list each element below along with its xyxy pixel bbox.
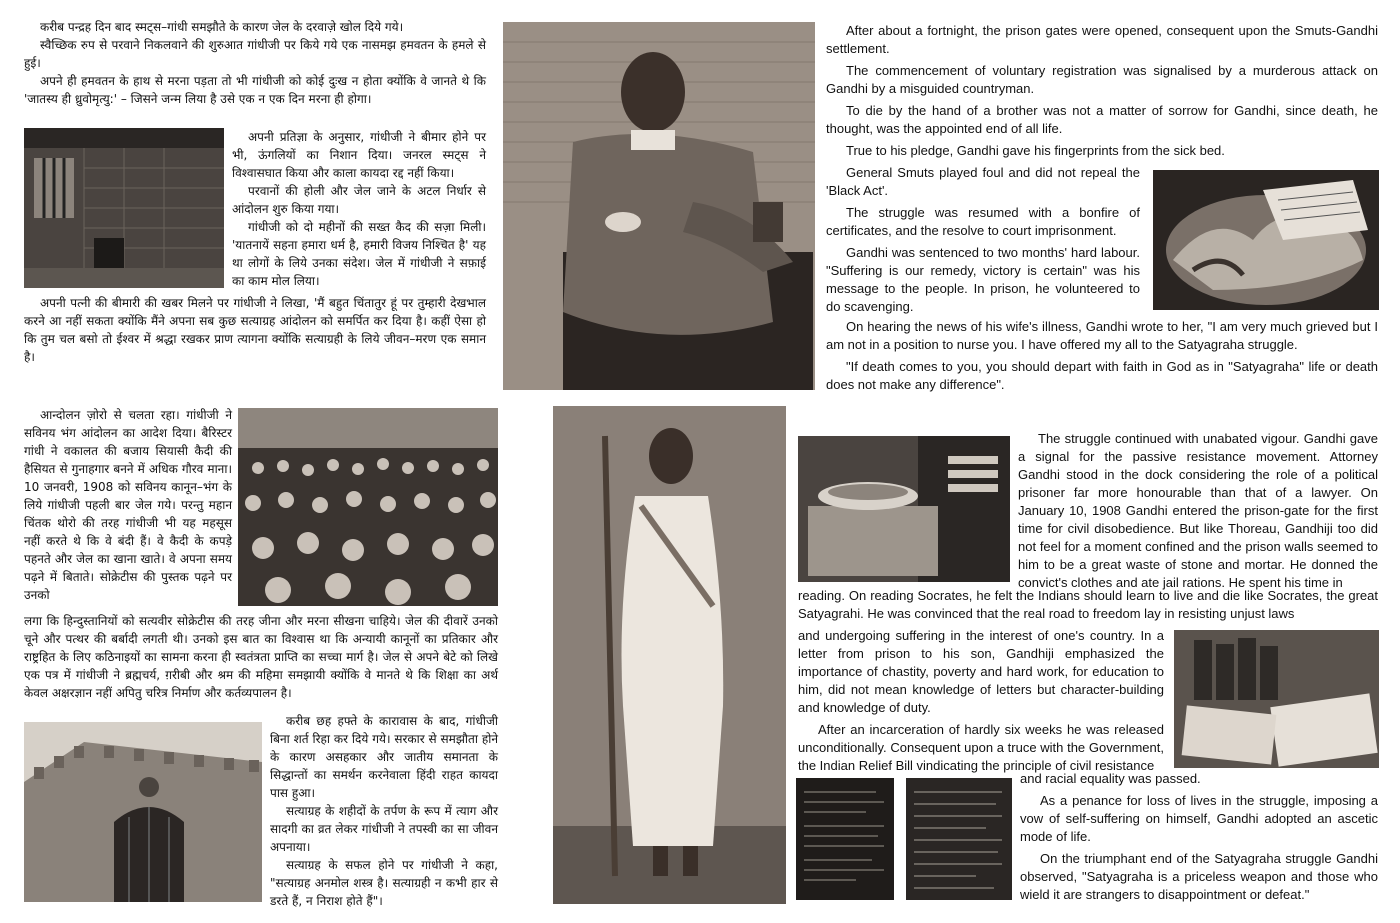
hindi-paragraph: लगा कि हिन्दुस्तानियों को सत्यवीर सोक्रेटीस की तरह जीना और मरना सीखना चाहिये। जेल की दीवारें उनको चूने और पत्थर की बर्बादी लगती थी। उनको इस बात का विश्वास था कि अन्यायी कानूनों का प्रतिकार और राष्ट्रहित के लिए कठिनाइयों का सामना करना ही स्वतंत्रता प्राप्ति का सच्चा मार्ग है। जेल से अपने बेटे को लिखे एक पत्र में गांधीजी ने ब्रह्मचर्य, ग़रीबी और श्रम की महिमा समझायी क्योंकि वे मानते थे कि शिक्षा का अर्थ केवल अक्षरज्ञान नहीं अपितु चरित्र निर्माण और कर्तव्यपालन है।	[24, 614, 498, 700]
document-photo-2	[906, 778, 1012, 900]
hindi-top-text	[24, 18, 486, 108]
document-photo-1	[796, 778, 894, 900]
hindi-wife-text	[24, 294, 486, 366]
english-paragraph: and racial equality was passed.	[1020, 771, 1201, 786]
hindi-paragraph: सत्याग्रह के सफल होने पर गांधीजी ने कहा, "सत्याग्रह अनमोल शस्त्र है। सत्याग्रही न कभी हार से डरते हैं, न निराश होते हैं"।	[270, 858, 498, 908]
english-paragraph: The struggle continued with unabated vigour. Gandhi gave a signal for the passive resistance movement. Attorney Gandhi stood in the dock considering the role of a political prisoner far more honourable than that of a lawyer. On January 10, 1908 Gandhi entered the prison-gate for the first time for civil disobedience. But like Thoreau, Gandhiji too did not feel for a moment confined and the prison walls seemed to him to be a great waste of stone and mortar. He donned the convict's clothes and ate jail rations. He spent his time in	[1018, 431, 1378, 590]
prison-cell-photo	[24, 128, 224, 288]
hindi-paragraph: अपने ही हमवतन के हाथ से मरना पड़ता तो भी गांधीजी को कोई दुःख न होता क्योंकि वे जानते थे कि 'जातस्य ही ध्रुवोमृत्यु:' – जिसने जन्म लिया है उसे एक न एक दिन मरना ही होगा।	[24, 74, 486, 106]
english-wife-text	[826, 318, 1378, 398]
english-paragraph: The commencement of voluntary registration was signalised by a murderous attack on Gandhi by a misguided countryman.	[826, 63, 1378, 96]
books-photo	[1174, 630, 1379, 768]
hindi-paragraph: स्वैच्छिक रुप से परवाने निकलवाने की शुरुआत गांधीजी पर किये गये एक नासमझ हमवतन के हमले से हुई।	[24, 38, 486, 70]
hindi-movement-wide-text	[24, 612, 498, 702]
english-paragraph: On hearing the news of his wife's illness, Gandhi wrote to her, "I am very much grieved but I am not in a position to nurse you. I have offered my all to the Satyagraha struggle.	[826, 319, 1378, 352]
english-paragraph: As a penance for loss of lives in the struggle, imposing a vow of self-suffering on himself, Gandhi adopted an ascetic mode of life.	[1020, 793, 1378, 844]
english-paragraph: After an incarceration of hardly six weeks he was released unconditionally. Consequent upon a truce with the Government, the Indian Relief Bill vindicating the principle of civil resistance	[798, 722, 1164, 773]
english-struggle-tail-text	[798, 627, 1164, 779]
standing-gandhi-photo	[553, 406, 786, 904]
crowd-meeting-photo	[238, 408, 498, 606]
hindi-movement-text	[24, 406, 232, 604]
hindi-beside-cell-text	[232, 128, 486, 290]
english-paragraph: True to his pledge, Gandhi gave his fingerprints from the sick bed.	[846, 143, 1225, 158]
english-paragraph: To die by the hand of a brother was not a matter of sorrow for Gandhi, since death, he thought, was the appointed end of all life.	[826, 103, 1378, 136]
english-paragraph: reading. On reading Socrates, he felt the Indians should learn to live and die like Socrates, the great Satyagrahi. He was convinced that the real road to freedom lay in resisting unjust laws	[798, 588, 1378, 621]
hindi-paragraph: अपनी पत्नी की बीमारी की खबर मिलने पर गांधीजी ने लिखा, 'मैं बहुत चिंतातुर हूं पर तुम्हारी देखभाल करने आ नहीं सकता क्योंकि मैंने अपना सब कुछ सत्याग्रह आंदोलन को समर्पित कर दिया है। कहीं ऐसा हो कि तुम चल बसो तो ईश्वर में श्रद्धा रखकर प्राण त्यागना क्योंकि सत्याग्रही के लिये जीवन–मरण एक समान है।	[24, 296, 486, 364]
hindi-paragraph: सत्याग्रह के शहीदों के तर्पण के रूप में त्याग और सादगी का व्रत लेकर गांधीजी ने तपस्वी का सा जीवन अपनाया।	[270, 804, 498, 854]
english-paragraph: and undergoing suffering in the interest of one's country. In a letter from prison to his son, Gandhiji emphasized the importance of chastity, poverty and hard work, for education to him, did not mean knowledge of letters but character-building and knowledge of duty.	[798, 628, 1164, 715]
english-release-tail-text	[1020, 770, 1378, 908]
hindi-release-text	[270, 712, 498, 910]
english-paragraph: On the triumphant end of the Satyagraha struggle Gandhi observed, "Satyagraha is a priceless weapon and those who wield it are strangers to disappointment or defeat."	[1020, 851, 1378, 902]
english-top-text	[826, 22, 1378, 164]
english-paragraph: General Smuts played foul and did not repeal the 'Black Act'.	[826, 165, 1140, 198]
english-paragraph: After about a fortnight, the prison gates were opened, consequent upon the Smuts-Gandhi settlement.	[826, 23, 1378, 56]
seated-gandhi-photo	[503, 22, 815, 390]
prison-bowl-photo	[798, 436, 1010, 582]
hindi-paragraph: आन्दोलन ज़ोरो से चलता रहा। गांधीजी ने सविनय भंग आंदोलन का आदेश दिया। बैरिस्टर गांधी ने वकालत की बजाय सियासी कैदी की हैसियत से गुनाहगार बनने में अधिक गौरव माना। 10 जनवरी, 1908 को सविनय कानून–भंग के लिये गांधीजी पहली बार जेल गये। परन्तु महान चिंतक थोरो की तरह गांधीजी भी यह महसूस नहीं करते थे कि वे बंदी हैं। वे कैदी के कपड़े पहनते और जेल का खाना खाते। वे अपना समय पढ़ने में बिताते। सोक्रेटीस की पुस्तक पढ़ने पर उनको	[24, 408, 232, 602]
hindi-paragraph: अपनी प्रतिज्ञा के अनुसार, गांधीजी ने बीमार होने पर भी, ऊंगलियों का निशान दिया। जनरल स्मट्स ने विश्वासघात किया और काला कायदा रद्द नहीं किया।	[232, 130, 486, 180]
certificate-bonfire-photo	[1153, 170, 1379, 310]
english-paragraph: Gandhi was sentenced to two months' hard labour. "Suffering is our remedy, victory is certain" was his message to the people. In prison, he volunteered to do scavenging.	[826, 245, 1140, 314]
english-beside-fire-text	[826, 164, 1140, 320]
english-paragraph: The struggle was resumed with a bonfire of certificates, and the resolve to court imprisonment.	[826, 205, 1140, 238]
english-paragraph: "If death comes to you, you should depart with faith in God as in "Satyagraha" life or death does not make any difference".	[826, 359, 1378, 392]
hindi-paragraph: गांधीजी को दो महीनों की सख्त कैद की सज़ा मिली। 'यातनायें सहना हमारा धर्म है, हमारी विजय निश्चित है' यह था लोगों के लिये उनका संदेश। जेल में गांधीजी ने सफ़ाई का काम मोल लिया।	[232, 220, 486, 288]
prison-gate-photo	[24, 722, 262, 902]
english-struggle-wide-text	[798, 587, 1378, 627]
hindi-paragraph: करीब छह हफ्ते के कारावास के बाद, गांधीजी बिना शर्त रिहा कर दिये गये। सरकार से समझौता होने के कारण असहकार और जातीय समानता के सिद्धान्तों का समर्थन करनेवाला हिंदी राहत कायदा पास हुआ।	[270, 714, 498, 800]
hindi-paragraph: परवानों की होली और जेल जाने के अटल निर्धार से आंदोलन शुरु किया गया।	[232, 184, 486, 216]
hindi-paragraph: करीब पन्द्रह दिन बाद स्मट्स–गांधी समझौते के कारण जेल के दरवाज़े खोल दिये गये।	[40, 20, 404, 34]
english-struggle-narrow-text	[1018, 430, 1378, 596]
